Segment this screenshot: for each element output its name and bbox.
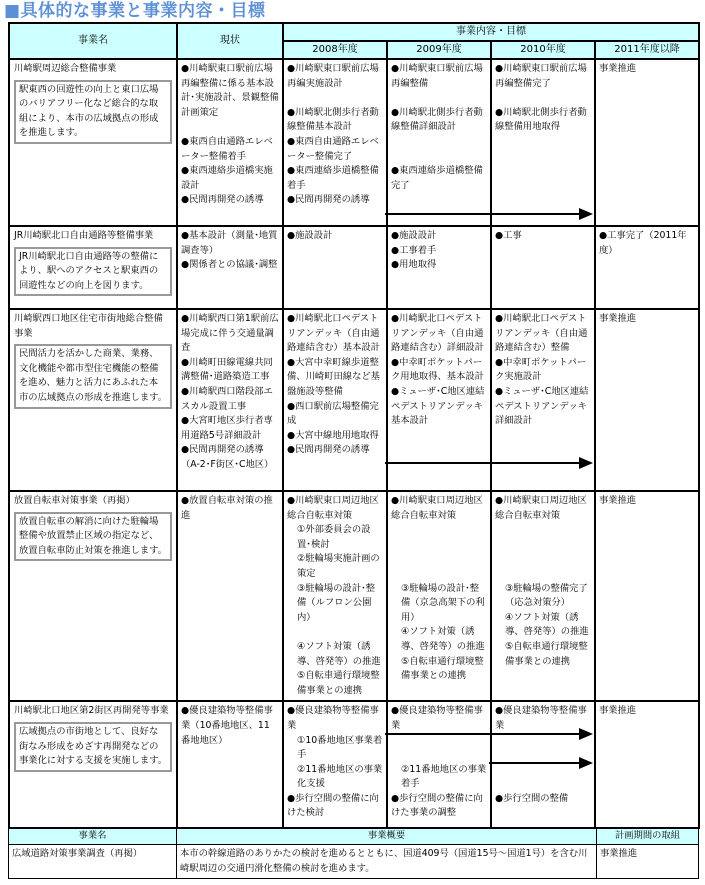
list-item: ●川崎駅北口ペデストリアンデッキ（自由通路連結含む）詳細設計: [391, 313, 484, 354]
project-desc: 放置自転車の解消に向けた駐輪場整備や放置禁止区域の指定など、放置自転車防止対策を推進します。: [14, 512, 172, 562]
list-item: ●東西連絡歩道橋整備完了: [391, 165, 483, 191]
year-2011-cell: [595, 59, 699, 226]
list-item: ●川崎駅西口第1駅前広場完成に伴う交通量調査: [181, 313, 279, 354]
header-2009: 2009年度: [387, 41, 491, 59]
list-item: ①外部委員会の設置･検討: [297, 524, 371, 550]
project-cell: [9, 701, 177, 828]
list-item: ③駐輪場の整備完了: [505, 582, 588, 594]
summary-plan: 事業推進: [597, 845, 699, 879]
summary-text: 本市の幹線道路のありかたの検討を進めるとともに、国道409号（国道15号～国道1号）を含む川崎駅周辺の交通円滑化整備の検討を進めます。: [177, 845, 597, 879]
summary-header-plan: 計画期間の取組: [597, 829, 699, 845]
list-item: ●中幸町ポケットパーク実施設計: [495, 356, 587, 383]
year-2009-cell: [387, 226, 491, 309]
status-cell: [177, 226, 283, 309]
list-item: ●川崎駅北側歩行者動線整備基本設計: [287, 106, 379, 133]
list-item: ●東西自由通路エレベーター整備完了: [287, 135, 379, 162]
list-item: ●民間再開発の誘導: [287, 444, 370, 456]
list-item: ●川崎駅東口周辺地区総合自転車対策: [495, 495, 587, 521]
list-item: ●施設設計: [391, 230, 437, 241]
timeline-arrow: [385, 462, 591, 464]
list-item: ●民間再開発の誘導（A-2･F街区･C地区）: [181, 444, 274, 470]
project-cell: [9, 226, 177, 309]
year-2009-cell: [387, 491, 491, 701]
list-item: （応急対策分）: [505, 597, 571, 609]
summary-name: 広域道路対策事業調査（再掲）: [9, 845, 177, 879]
list-item: 事業推進: [599, 63, 637, 74]
list-item: ●優良建築物等整備事業（10番地地区、11番地地区）: [181, 705, 273, 746]
project-cell: [9, 309, 177, 491]
list-item: 事業推進: [599, 705, 637, 717]
list-item: 事業推進: [599, 495, 637, 506]
list-item: ④ソフト対策（誘導、啓発等）の推進: [505, 611, 589, 638]
list-item: ③駐輪場の設計･整備（京急高架下の利用）: [401, 582, 485, 623]
list-item: ⑤自転車通行環境整備事業との連携: [505, 640, 588, 667]
list-item: ②11番地地区の事業化支援: [297, 763, 383, 790]
year-2009-cell: [387, 59, 491, 226]
table-row: [9, 845, 699, 879]
list-item: ①10番地地区事業着手: [297, 734, 383, 761]
year-2011-cell: [595, 491, 699, 701]
list-item: ●川崎駅北側歩行者動線整備詳細設計: [391, 106, 483, 133]
project-name: 放置自転車対策事業（再掲）: [14, 495, 135, 506]
list-item: ●工事完了（2011年度）: [599, 230, 687, 256]
list-item: ●民間再開発の誘導: [181, 194, 264, 206]
project-name: 川崎駅周辺総合整備事業: [14, 63, 117, 74]
summary-table: [8, 828, 699, 879]
list-item: ●放置自転車対策の推進: [181, 495, 273, 521]
header-status: 現状: [177, 23, 283, 59]
list-item: ●東西連絡歩道橋実施設計: [181, 165, 273, 191]
list-item: ●川崎駅東口駅前広場再編整備完了: [495, 63, 587, 89]
list-item: ●大宮中線地用地取得: [287, 429, 379, 441]
list-item: ●優良建築物等整備事業: [391, 705, 483, 731]
project-cell: [9, 491, 177, 701]
year-2011-cell: [595, 309, 699, 491]
list-item: ④ソフト対策（誘導、啓発等）の推進: [401, 626, 485, 652]
list-item: ⑤自転車通行環境整備事業との連携: [401, 655, 484, 682]
year-2008-cell: [283, 491, 387, 701]
year-2010-cell: [491, 226, 595, 309]
status-cell: [177, 491, 283, 701]
list-item: ●大宮中幸町線歩道整備、川崎町田線など基盤施設等整備: [287, 356, 380, 397]
list-item: ③駐輪場の設計･整備（ルフロン公園内）: [297, 582, 376, 623]
list-item: ●民間再開発の誘導: [287, 194, 370, 206]
status-cell: [177, 701, 283, 828]
list-item: ●優良建築物等整備事業: [495, 705, 587, 731]
year-2010-cell: [491, 491, 595, 701]
summary-header-name: 事業名: [9, 829, 177, 845]
year-2008-cell: [283, 226, 387, 309]
list-item: ●大宮町地区歩行者専用道路5号詳細設計: [181, 415, 273, 441]
list-item: ●中幸町ポケットパーク用地取得、基本設計: [391, 356, 484, 383]
list-item: ●ミューザ･C地区連結ペデストリアンデッキ基本設計: [391, 385, 485, 427]
list-item: ●川崎駅東口周辺地区総合自転車対策: [391, 495, 483, 521]
list-item: ②駐輪場実施計画の策定: [297, 553, 380, 579]
list-item: ●工事着手: [391, 244, 437, 256]
list-item: ●工事: [495, 230, 522, 241]
project-desc: 広域拠点の市街地として、良好な街なみ形成をめざす再開発などの事業化に対する支援を実施します。: [14, 722, 172, 772]
list-item: ●用地取得: [391, 259, 437, 271]
timeline-arrow: [385, 213, 591, 215]
project-desc: JR川崎駅北口自由通路等の整備により、駅へのアクセスと駅東西の回遊性などの向上を図ります。: [14, 247, 172, 297]
header-2008: 2008年度: [283, 41, 387, 59]
project-desc: 民間活力を活かした商業、業務、文化機能や都市型住宅機能の整備を進め、魅力と活力にあふれた本市の広域拠点の形成を推進します。: [14, 344, 172, 408]
project-name: 川崎駅西口地区住宅市街地総合整備事業: [14, 313, 163, 339]
list-item: ●関係者との協議･調整: [181, 259, 278, 271]
list-item: ⑤自転車通行環境整備事業との連携: [297, 670, 380, 696]
header-name: 事業名: [9, 23, 177, 59]
main-table: [8, 22, 700, 829]
list-item: ●川崎駅北口ペデストリアンデッキ（自由通路連結含む）基本設計: [287, 313, 380, 354]
table-row: [9, 491, 699, 701]
year-2008-cell: [283, 59, 387, 226]
header-content: 事業内容・目標: [283, 23, 699, 41]
list-item: ●川崎駅東口駅前広場再編実施設計: [287, 63, 379, 89]
project-name: JR川崎駅北口自由通路等整備事業: [14, 230, 154, 241]
table-row: [9, 226, 699, 309]
list-item: ●川崎駅東口駅前広場再編整備: [391, 63, 483, 89]
list-item: ●基本設計（測量･地質調査等）: [181, 230, 278, 256]
project-desc: 駅東西の回遊性の向上と東口広場のバリアフリー化など総合的な取組により、本市の広域拠点の形成を推進します。: [14, 80, 172, 144]
year-2011-cell: [595, 701, 699, 828]
year-2011-cell: [595, 226, 699, 309]
list-item: ●川崎駅北側歩行者動線整備用地取得: [495, 106, 587, 133]
year-2009-cell: [387, 701, 491, 828]
project-cell: [9, 59, 177, 226]
header-2010: 2010年度: [491, 41, 595, 59]
list-item: ②11番地地区の事業着手: [401, 763, 487, 790]
list-item: ●東西自由通路エレベーター整備着手: [181, 135, 273, 162]
timeline-arrow: [489, 762, 591, 764]
table-row: [9, 309, 699, 491]
list-item: ●歩行空間の整備に向けた検討: [287, 792, 379, 819]
list-item: ●西口駅前広場整備完成: [287, 400, 379, 427]
summary-header-summary: 事業概要: [177, 829, 597, 845]
list-item: 事業推進: [599, 313, 637, 324]
list-item: ●優良建築物等整備事業: [287, 705, 379, 731]
list-item: ●歩行空間の整備に向けた事業の調整: [391, 792, 483, 819]
list-item: ●川崎駅東口周辺地区総合自転車対策: [287, 495, 379, 521]
header-2011: 2011年度以降: [595, 41, 699, 59]
list-item: ④ソフト対策（誘導、啓発等）の推進: [297, 640, 381, 667]
list-item: ●歩行空間の整備: [495, 792, 569, 804]
status-cell: [177, 59, 283, 226]
year-2010-cell: [491, 59, 595, 226]
timeline-arrow: [385, 733, 591, 735]
table-row: [9, 59, 699, 226]
year-2008-cell: [283, 701, 387, 828]
list-item: ●川崎駅東口駅前広場再編整備に係る基本設計･実施設計、景観整備計画策定: [181, 63, 279, 118]
list-item: ●施設設計: [287, 230, 333, 241]
year-2008-cell: [283, 309, 387, 491]
list-item: ●川崎駅西口階段部エスカル設置工事: [181, 385, 273, 412]
page-title: ■具体的な事業と事業内容・目標: [4, 1, 266, 21]
list-item: ●東西連絡歩道橋整備着手: [287, 165, 379, 191]
table-row: [9, 701, 699, 828]
list-item: ●川崎駅北口ペデストリアンデッキ（自由通路連結含む）整備: [495, 313, 588, 354]
project-name: 川崎駅北口地区第2街区再開発等事業: [14, 705, 169, 717]
status-cell: [177, 309, 283, 491]
list-item: ●川崎町田線電線共同溝整備･道路築造工事: [181, 356, 273, 383]
list-item: ●ミューザ･C地区連結ペデストリアンデッキ詳細設計: [495, 385, 589, 427]
